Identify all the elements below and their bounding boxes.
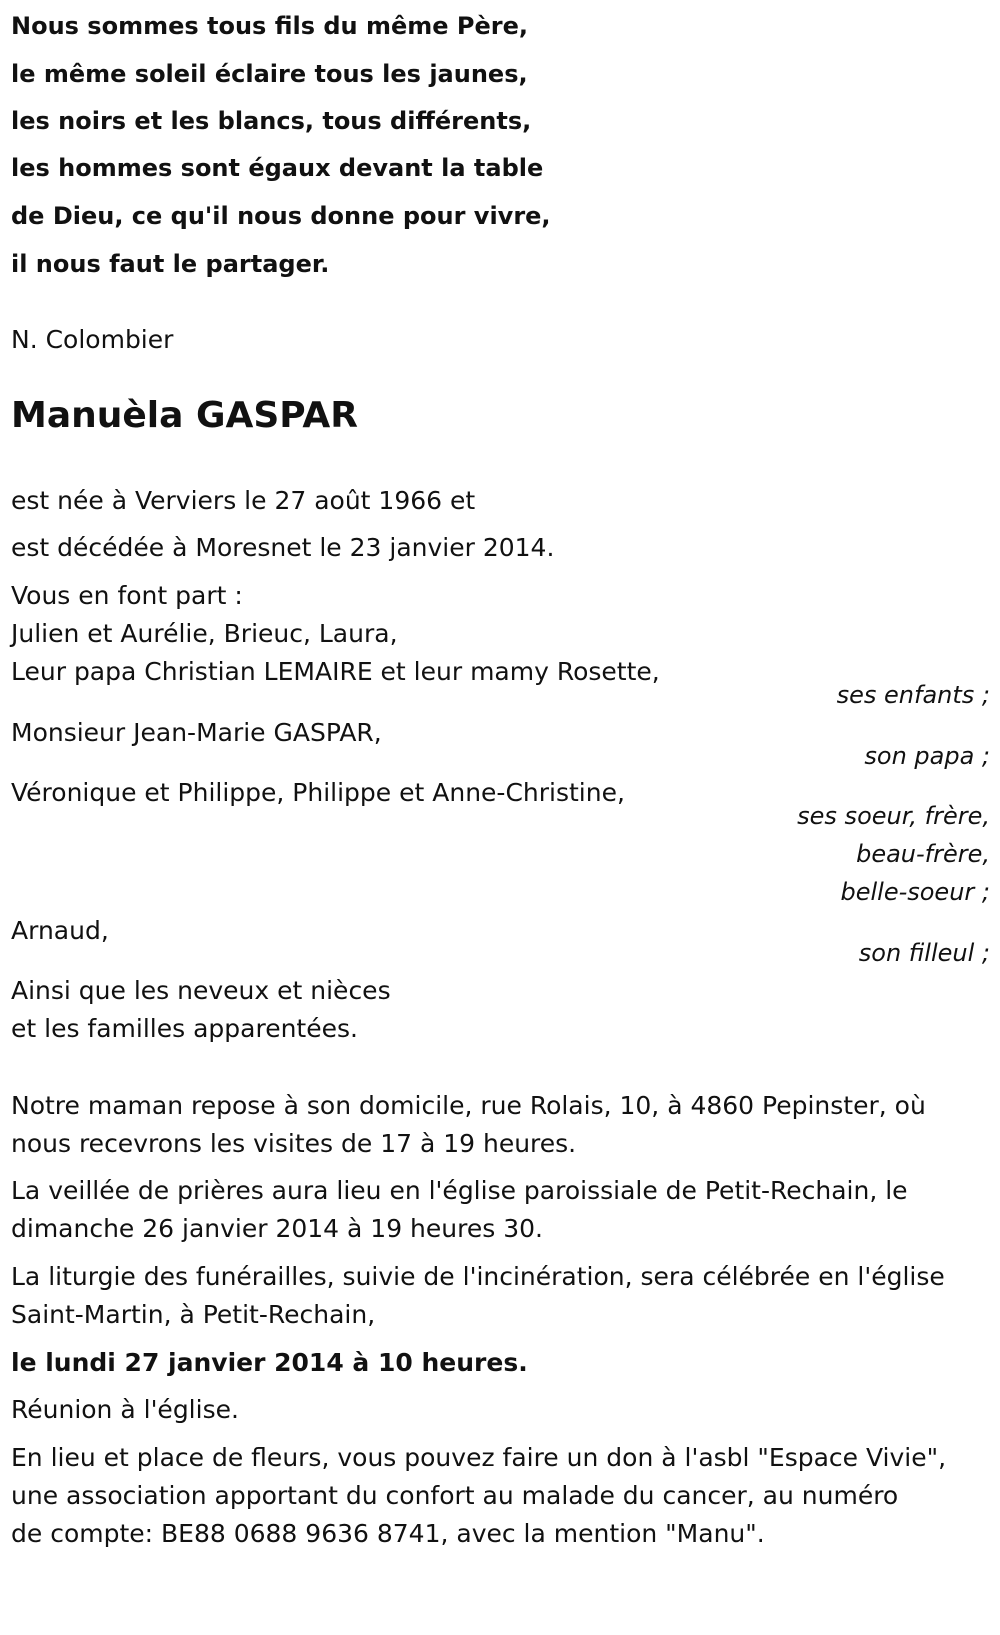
others-line: Ainsi que les neveux et nièces bbox=[11, 976, 391, 1005]
family-intro: Vous en font part : bbox=[11, 581, 243, 610]
poem-line: de Dieu, ce qu'il nous donne pour vivre, bbox=[11, 202, 551, 230]
children-line: Leur papa Christian LEMAIRE et leur mamy Rosette, bbox=[11, 657, 660, 686]
poem-line: le même soleil éclaire tous les jaunes, bbox=[11, 60, 528, 88]
father-role: son papa ; bbox=[864, 742, 990, 770]
siblings-role: beau-frère, bbox=[856, 840, 990, 868]
children-role: ses enfants ; bbox=[836, 681, 990, 709]
deceased-name: Manuèla GASPAR bbox=[11, 395, 358, 436]
rest-line: nous recevrons les visites de 17 à 19 heures. bbox=[11, 1129, 577, 1158]
vigil-line: dimanche 26 janvier 2014 à 19 heures 30. bbox=[11, 1214, 543, 1243]
death-text: est décédée à Moresnet le 23 janvier 2014. bbox=[11, 533, 555, 562]
siblings-role: ses soeur, frère, bbox=[797, 802, 990, 830]
birth-text: est née à Verviers le 27 août 1966 et bbox=[11, 486, 476, 515]
donation-line: de compte: BE88 0688 9636 8741, avec la mention "Manu". bbox=[11, 1519, 765, 1548]
poem-line: les noirs et les blancs, tous différents, bbox=[11, 107, 532, 135]
meeting-text: Réunion à l'église. bbox=[11, 1395, 239, 1424]
funeral-date: le lundi 27 janvier 2014 à 10 heures. bbox=[11, 1348, 528, 1377]
liturgy-line: Saint-Martin, à Petit-Rechain, bbox=[11, 1300, 376, 1329]
godson-name: Arnaud, bbox=[11, 916, 109, 945]
children-line: Julien et Aurélie, Brieuc, Laura, bbox=[11, 619, 398, 648]
liturgy-line: La liturgie des funérailles, suivie de l'incinération, sera célébrée en l'église bbox=[11, 1262, 945, 1291]
vigil-line: La veillée de prières aura lieu en l'église paroissiale de Petit-Rechain, le bbox=[11, 1176, 908, 1205]
poem-line: Nous sommes tous fils du même Père, bbox=[11, 12, 528, 40]
poem-author: N. Colombier bbox=[11, 325, 174, 354]
rest-line: Notre maman repose à son domicile, rue Rolais, 10, à 4860 Pepinster, où bbox=[11, 1091, 926, 1120]
donation-line: une association apportant du confort au malade du cancer, au numéro bbox=[11, 1481, 899, 1510]
poem-line: les hommes sont égaux devant la table bbox=[11, 154, 544, 182]
others-line: et les familles apparentées. bbox=[11, 1014, 358, 1043]
siblings-role: belle-soeur ; bbox=[840, 878, 990, 906]
siblings-names: Véronique et Philippe, Philippe et Anne-Christine, bbox=[11, 778, 625, 807]
godson-role: son filleul ; bbox=[858, 939, 990, 967]
poem-line: il nous faut le partager. bbox=[11, 250, 330, 278]
donation-line: En lieu et place de fleurs, vous pouvez faire un don à l'asbl "Espace Vivie", bbox=[11, 1443, 947, 1472]
father-name: Monsieur Jean-Marie GASPAR, bbox=[11, 718, 382, 747]
